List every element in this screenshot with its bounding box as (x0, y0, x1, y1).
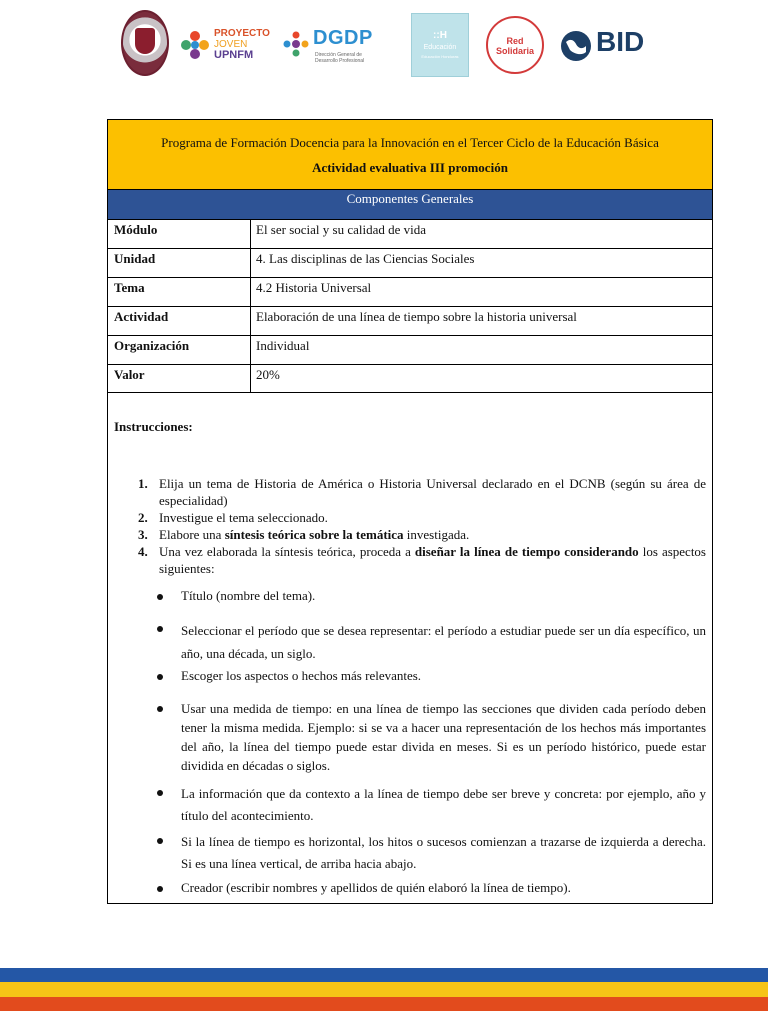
bullet-icon (157, 838, 163, 844)
bullet-item (150, 667, 706, 684)
table-row (108, 220, 712, 249)
pj-line2: JOVEN (214, 39, 248, 50)
bullet-item (150, 699, 706, 775)
row-key: Organización (114, 338, 190, 353)
table-row (108, 249, 712, 278)
logo-bar (0, 8, 768, 80)
row-key: Actividad (114, 309, 169, 324)
program-title: Programa de Formación Docencia para la Innovación en el Tercer Ciclo de la Educación Básica (161, 135, 659, 150)
row-key: Unidad (114, 251, 156, 266)
step-number: 3. (138, 527, 148, 542)
bullet-item (150, 619, 706, 665)
footer-stripe-red (0, 997, 768, 1011)
step-text: Elija un tema de Historia de América o Historia Universal declarado en el DCNB (según su área de especialidad) (159, 476, 706, 508)
row-key: Módulo (114, 222, 158, 237)
row-key: Tema (114, 280, 145, 295)
row-value: 20% (256, 367, 280, 382)
dgdp-name: DGDP (313, 27, 373, 49)
bullet-icon (157, 886, 163, 892)
pj-line3: UPNFM (214, 49, 254, 61)
table-header (108, 120, 712, 190)
pinwheel-icon (180, 30, 210, 60)
educacion-logo (411, 13, 469, 77)
bullet-text: Si la línea de tiempo es horizontal, los hitos o sucesos comienzan a trazarse de izquierda a derecha. Si es una línea vertical, de arriba hacia abajo. (181, 834, 706, 871)
bullet-text: Escoger los aspectos o hechos más relevantes. (181, 668, 422, 683)
educacion-mark: ::H (433, 30, 447, 41)
dgdp-flower-icon (283, 31, 309, 57)
step-text: Investigue el tema seleccionado. (159, 510, 328, 525)
bullet-text: Creador (escribir nombres y apellidos de quién elaboró la línea de tiempo). (181, 880, 571, 895)
step-text-pre: Elabore una (159, 527, 225, 542)
bullet-text: Título (nombre del tema). (181, 588, 316, 603)
step-number: 4. (138, 544, 148, 559)
footer-stripe-yellow (0, 982, 768, 997)
step-text-post: investigada. (403, 527, 470, 542)
bullet-text: Usar una medida de tiempo: en una línea de tiempo las secciones que dividen cada período deben tener la misma medida. Ejemplo: si se va a hacer una representación de los hechos más importantes del año, la línea del tiempo puede estar divida en meses. Si es un período histórico, puede estar dividida en décadas o siglos. (181, 701, 706, 773)
table-row (108, 278, 712, 307)
dgdp-subtitle: Dirección General de Desarrollo Profesional (315, 52, 365, 64)
bid-globe-icon (560, 30, 592, 62)
row-value: Individual (256, 338, 310, 353)
dgdp-logo (283, 27, 393, 67)
red-line1: Red (506, 36, 524, 46)
table-row (108, 307, 712, 336)
row-value: 4. Las disciplinas de las Ciencias Sociales (256, 251, 475, 266)
step-text-pre: Una vez elaborada la síntesis teórica, proceda a (159, 544, 415, 559)
step-text-post: los aspectos siguientes: (159, 544, 706, 576)
steps-list (138, 475, 706, 577)
row-key: Valor (114, 367, 145, 382)
pj-line1: PROYECTO (214, 28, 270, 39)
bullet-text: Seleccionar el período que se desea representar: el período a estudiar puede ser un día específico, un año, una década, un siglo. (181, 623, 706, 661)
university-seal-logo (121, 10, 169, 76)
bullet-icon (157, 706, 163, 712)
proyecto-joven-logo (180, 26, 270, 70)
bullet-item (150, 587, 706, 604)
list-item (138, 509, 706, 526)
list-item (138, 475, 706, 509)
table-row (108, 336, 712, 365)
bid-name: BID (596, 26, 645, 57)
row-value: Elaboración de una línea de tiempo sobre la historia universal (256, 309, 577, 324)
red-line2: Solidaria (495, 46, 534, 56)
section-band: Componentes Generales (108, 190, 712, 220)
educacion-title: Educación (423, 44, 457, 51)
red-solidaria-logo (486, 16, 544, 74)
activity-table (107, 119, 713, 904)
step-text-bold: diseñar la línea de tiempo considerando (414, 544, 639, 559)
bullet-icon (157, 674, 163, 680)
instructions-title: Instrucciones: (114, 419, 193, 434)
bullet-text: La información que da contexto a la línea de tiempo debe ser breve y concreta: por ejemplo, año y título del acontecimiento. (181, 786, 706, 823)
bullet-item (150, 879, 706, 896)
list-item (138, 526, 706, 543)
step-number: 1. (138, 476, 148, 491)
step-number: 2. (138, 510, 148, 525)
table-row (108, 365, 712, 393)
row-value: 4.2 Historia Universal (256, 280, 372, 295)
bid-logo (560, 28, 652, 64)
list-item (138, 543, 706, 577)
bullet-icon (157, 790, 163, 796)
bullet-icon (157, 626, 163, 632)
educacion-subtitle: Educación Honduras (421, 54, 459, 59)
row-value: El ser social y su calidad de vida (256, 222, 427, 237)
step-text-bold: síntesis teórica sobre la temática (224, 527, 404, 542)
footer-stripe-blue (0, 968, 768, 982)
activity-title: Actividad evaluativa III promoción (312, 160, 508, 175)
bullet-item (150, 831, 706, 875)
bullet-item (150, 783, 706, 827)
bullet-icon (157, 594, 163, 600)
